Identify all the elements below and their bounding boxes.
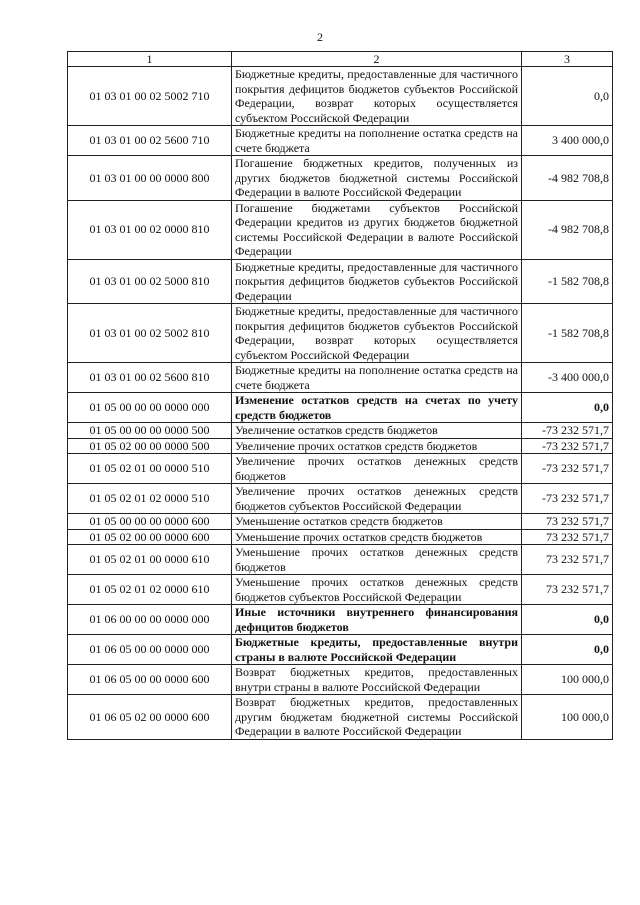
row-code: 01 03 01 00 00 0000 800	[68, 156, 232, 201]
row-code: 01 05 02 01 00 0000 510	[68, 454, 232, 484]
table-row	[68, 635, 613, 665]
row-code: 01 05 02 01 00 0000 610	[68, 545, 232, 575]
budget-sources-table	[67, 51, 613, 740]
column-header-code: 1	[68, 52, 232, 67]
row-code: 01 06 00 00 00 0000 000	[68, 605, 232, 635]
table-row	[68, 200, 613, 259]
row-description: Увеличение прочих остатков средств бюджетов	[232, 438, 522, 454]
row-code: 01 06 05 00 00 0000 600	[68, 665, 232, 695]
row-amount: -4 982 708,8	[522, 200, 613, 259]
table-header-row	[68, 52, 613, 67]
table-row	[68, 454, 613, 484]
row-code: 01 03 01 00 02 5600 810	[68, 363, 232, 393]
row-code: 01 03 01 00 02 5600 710	[68, 126, 232, 156]
row-description: Уменьшение остатков средств бюджетов	[232, 514, 522, 530]
row-code: 01 05 02 00 00 0000 600	[68, 529, 232, 545]
row-code: 01 05 00 00 00 0000 000	[68, 393, 232, 423]
row-amount: -73 232 571,7	[522, 423, 613, 439]
row-amount: -3 400 000,0	[522, 363, 613, 393]
table-row	[68, 67, 613, 126]
row-amount: 100 000,0	[522, 695, 613, 740]
table-row	[68, 695, 613, 740]
row-amount: -73 232 571,7	[522, 438, 613, 454]
row-description: Погашение бюджетами субъектов Российской Федерации кредитов из других бюджетов бюджетной системы Российской Федерации в валюте Российской Федерации	[232, 200, 522, 259]
row-description: Возврат бюджетных кредитов, предоставленных другим бюджетам бюджетной системы Российской Федерации в валюте Российской Федерации	[232, 695, 522, 740]
row-code: 01 05 00 00 00 0000 600	[68, 514, 232, 530]
page-number: 2	[317, 30, 323, 44]
table-row	[68, 393, 613, 423]
row-code: 01 06 05 02 00 0000 600	[68, 695, 232, 740]
table-row	[68, 259, 613, 304]
row-amount: -1 582 708,8	[522, 304, 613, 363]
row-description: Бюджетные кредиты на пополнение остатка средств на счете бюджета	[232, 363, 522, 393]
row-description: Уменьшение прочих остатков средств бюджетов	[232, 529, 522, 545]
row-code: 01 05 02 01 02 0000 510	[68, 484, 232, 514]
row-amount: 0,0	[522, 393, 613, 423]
row-amount: 0,0	[522, 605, 613, 635]
row-amount: -73 232 571,7	[522, 484, 613, 514]
table-row	[68, 605, 613, 635]
row-amount: 73 232 571,7	[522, 575, 613, 605]
table-row	[68, 545, 613, 575]
row-description: Увеличение прочих остатков денежных средств бюджетов субъектов Российской Федерации	[232, 484, 522, 514]
row-code: 01 03 01 00 02 5000 810	[68, 259, 232, 304]
row-amount: 3 400 000,0	[522, 126, 613, 156]
row-code: 01 05 02 00 00 0000 500	[68, 438, 232, 454]
row-amount: 73 232 571,7	[522, 545, 613, 575]
row-code: 01 05 02 01 02 0000 610	[68, 575, 232, 605]
table-row	[68, 363, 613, 393]
row-description: Бюджетные кредиты, предоставленные для частичного покрытия дефицитов бюджетов субъектов Российской Федерации	[232, 259, 522, 304]
table-row	[68, 156, 613, 201]
row-description: Иные источники внутреннего финансирования дефицитов бюджетов	[232, 605, 522, 635]
table-row	[68, 514, 613, 530]
row-description: Уменьшение прочих остатков денежных средств бюджетов	[232, 545, 522, 575]
column-header-description: 2	[232, 52, 522, 67]
row-amount: -1 582 708,8	[522, 259, 613, 304]
table-row	[68, 126, 613, 156]
row-description: Возврат бюджетных кредитов, предоставленных внутри страны в валюте Российской Федерации	[232, 665, 522, 695]
table-row	[68, 423, 613, 439]
row-amount: 73 232 571,7	[522, 514, 613, 530]
row-code: 01 03 01 00 02 5002 710	[68, 67, 232, 126]
table-row	[68, 304, 613, 363]
column-header-amount: 3	[522, 52, 613, 67]
row-code: 01 03 01 00 02 5002 810	[68, 304, 232, 363]
row-description: Уменьшение прочих остатков денежных средств бюджетов субъектов Российской Федерации	[232, 575, 522, 605]
table-row	[68, 484, 613, 514]
row-amount: 0,0	[522, 635, 613, 665]
row-description: Погашение бюджетных кредитов, полученных из других бюджетов бюджетной системы Российской Федерации в валюте Российской Федерации	[232, 156, 522, 201]
row-description: Изменение остатков средств на счетах по учету средств бюджетов	[232, 393, 522, 423]
table-row	[68, 438, 613, 454]
table-row	[68, 575, 613, 605]
row-amount: 0,0	[522, 67, 613, 126]
row-description: Увеличение остатков средств бюджетов	[232, 423, 522, 439]
row-description: Бюджетные кредиты, предоставленные для частичного покрытия дефицитов бюджетов субъектов Российской Федерации, возврат которых осуществляется субъектом Российской Федерации	[232, 67, 522, 126]
row-description: Бюджетные кредиты на пополнение остатка средств на счете бюджета	[232, 126, 522, 156]
row-code: 01 03 01 00 02 0000 810	[68, 200, 232, 259]
row-description: Бюджетные кредиты, предоставленные для частичного покрытия дефицитов бюджетов субъектов Российской Федерации, возврат которых осуществляется субъектом Российской Федерации	[232, 304, 522, 363]
row-description: Увеличение прочих остатков денежных средств бюджетов	[232, 454, 522, 484]
row-amount: 100 000,0	[522, 665, 613, 695]
row-amount: -4 982 708,8	[522, 156, 613, 201]
row-description: Бюджетные кредиты, предоставленные внутри страны в валюте Российской Федерации	[232, 635, 522, 665]
table-row	[68, 529, 613, 545]
row-amount: -73 232 571,7	[522, 454, 613, 484]
table-row	[68, 665, 613, 695]
row-code: 01 05 00 00 00 0000 500	[68, 423, 232, 439]
row-amount: 73 232 571,7	[522, 529, 613, 545]
row-code: 01 06 05 00 00 0000 000	[68, 635, 232, 665]
